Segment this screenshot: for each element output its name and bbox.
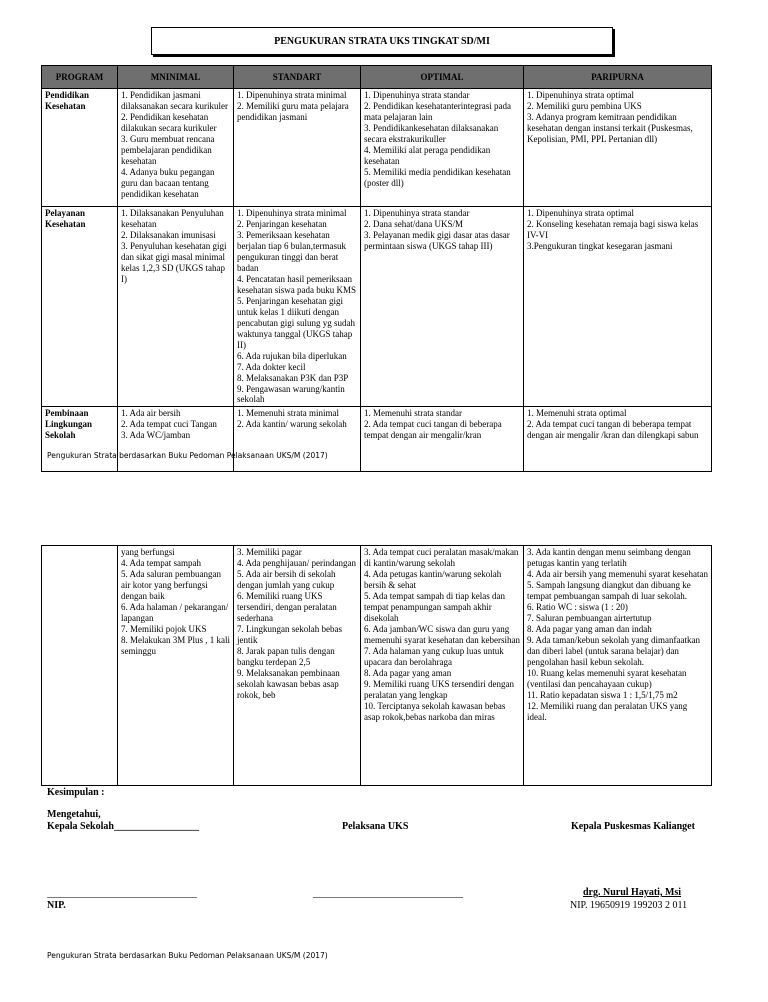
optimal-cell [361,546,524,786]
list-item: 5. Sampah langsung diangkut dan dibuang ke tempat pembuangan sampah di luar sekolah. [527,579,691,601]
list-item: 2. Pendidikan kesehatanterintegrasi pada mata pelajaran lain [364,100,511,122]
strata-table-page1 [41,65,712,472]
pelaksana-label: Pelaksana UKS [342,821,409,832]
page2-footer-note: Pengukuran Strata berdasarkan Buku Pedoman Pelaksanaan UKS/M (2017) [47,951,328,960]
list-item: 5. Ada saluran pembuangan air kotor yang berfungsi dengan baik [121,568,221,601]
list-item: 1. Dilaksanakan Penyuluhan kesehatan [121,208,224,229]
list-item: 10. Terciptanya sekolah kawasan bebas asap rokok,bebas narkoba dan miras [364,700,506,722]
item-list [121,408,230,441]
list-item: 1. Dipenuhinya strata minimal [237,208,347,218]
list-item: 8. Jarak papan tulis dengan bangku terdepan 2,5 [237,645,335,667]
item-list [121,547,230,657]
kesimpulan-label: Kesimpulan : [47,787,105,798]
table-row [42,546,712,786]
page1-footer-note: Pengukuran Strata berdasarkan Buku Pedoman Pelaksanaan UKS/M (2017) [47,451,328,460]
list-item: 5. Penjaringan kesehatan gigi untuk kelas 1 diikuti dengan pencabutan gigi sulung yg sudah waktunya tanggal (UKGS tahap II) [237,295,355,350]
item-list [527,90,708,145]
list-item: 3.Pengukuran tingkat kesegaran jasmani [527,240,673,251]
item-list [527,547,708,723]
list-item: 4. Memiliki alat peraga pendidikan kesehatan [364,144,491,166]
list-item: 1. Pendidikan jasmani dilaksanakan secara kurikuler [121,90,228,111]
list-item: 6. Ratio WC : siswa (1 : 20) [527,601,628,612]
minimal-cell [118,407,234,472]
paripurna-cell [524,407,712,472]
item-list [237,90,357,123]
list-item: 8. Ada pagar yang aman [364,667,452,678]
minimal-cell [118,546,234,786]
list-item: 7. Saluran pembuangan airtertutup [527,612,652,623]
list-item: 4. Ada air bersih yang memenuhi syarat kesehatan [527,568,708,579]
item-list [527,208,708,252]
list-item: 7. Lingkungan sekolah bebas jentik [237,623,342,645]
list-item: 5. Ada air bersih di sekolah dengan jumlah yang cukup [237,568,336,590]
list-item: 2. Memiliki guru pembina UKS [527,100,642,111]
list-item: 9. Ada taman/kebun sekolah yang dimanfaatkan dan diberi label (untuk sarana belajar) dan pengolahan hasil kebun sekolah. [527,634,700,667]
standart-cell [234,407,361,472]
item-list [121,90,230,200]
optimal-cell [361,407,524,472]
list-item: 4. Pencatatan hasil pemeriksaan kesehatan siswa pada buku KMS [237,273,356,295]
mengetahui-label: Mengetahui, [47,809,101,820]
header-optimal: OPTIMAL [361,66,524,89]
signature-line-middle: ______________________________ [313,888,463,899]
list-item: 2. Ada tempat cuci tangan di beberapa tempat dengan air mengalir/kran [364,419,502,441]
list-item: 11. Ratio kepadatan siswa 1 : 1,5/1,75 m2 [527,689,678,700]
list-item: 2. Konseling kesehatan remaja bagi siswa kelas IV-VI [527,218,699,240]
table-header-row [42,66,712,89]
list-item: 9. Melaksanakan pembinaan sekolah kawasan bebas asap rokok, beb [237,667,340,700]
minimal-cell [118,89,234,207]
paripurna-cell [524,89,712,207]
list-item: 2. Ada kantin/ warung sekolah [237,419,347,430]
list-item: 2. Ada tempat cuci tangan di beberapa tempat dengan air mengalir /kran dan dilengkapi sabun [527,419,699,441]
header-paripurna: PARIPURNA [524,66,712,89]
strata-table-page2 [41,545,712,786]
list-item: 8. Melakukan 3M Plus , 1 kali seminggu [121,634,230,656]
list-item: 2. Ada tempat cuci Tangan [121,419,217,430]
item-list [527,408,708,441]
list-item: 1. Dipenuhinya strata optimal [527,208,634,218]
kepala-puskesmas-label: Kepala Puskesmas Kalianget [571,821,695,832]
list-item: 3. Pelayanan medik gigi dasar atas dasar permintaan siswa (UKGS tahap III) [364,229,510,251]
list-item: 2. Dana sehat/dana UKS/M [364,218,463,229]
item-list [364,208,520,252]
program-cell: Pelayanan Kesehatan [42,207,118,407]
list-item: 2. Penjaringan kesehatan [237,218,327,229]
list-item: 2. Pendidikan kesehatan dilakukan secara kurikuler [121,111,217,133]
list-item: 8. Melaksanakan P3K dan P3P [237,372,349,383]
list-item: 7. Ada dokter kecil [237,361,306,372]
program-cell: Pendidikan Kesehatan [42,89,118,207]
standart-cell [234,207,361,407]
optimal-cell [361,207,524,407]
list-item: 6. Memiliki ruang UKS tersendiri, dengan peralatan sederhana [237,590,337,623]
signature-line-left: ______________________________ [47,888,197,899]
list-item: 1. Dipenuhinya strata standar [364,90,470,100]
list-item: 1. Dipenuhinya strata optimal [527,90,634,100]
list-item: 3. Ada WC/jamban [121,430,191,441]
list-item: 10. Ruang kelas memenuhi syarat kesehatan (ventilasi dan pencahayaan cukup) [527,667,687,689]
list-item: 1. Dipenuhinya strata standar [364,208,470,218]
list-item: 8. Ada pagar yang aman dan indah [527,623,652,634]
list-item: 1. Memenuhi strata optimal [527,408,627,419]
standart-cell [234,546,361,786]
signer-name: drg. Nurul Hayati, Msi [583,887,682,898]
list-item: 4. Ada penghijauan/ perindangan [237,557,356,568]
signer-nip: NIP. 19650919 199203 2 011 [570,900,688,911]
list-item: 1. Memenuhi strata minimal [237,408,339,419]
list-item: 3. Ada kantin dengan menu seimbang dengan petugas kantin yang terlatih [527,547,691,568]
list-item: 3. Guru membuat rencana pembelajaran pendidikan kesehatan [121,133,215,166]
list-item: 6. Ada halaman / pekarangan/ lapangan [121,601,229,623]
item-list [364,408,520,441]
list-item: 2. Memiliki guru mata pelajara pendidikan jasmani [237,100,349,122]
list-item: 5. Ada tempat sampah di tiap kelas dan tempat penampungan sampah akhir disekolah [364,590,505,623]
program-cell [42,546,118,786]
nip-left: NIP. [47,900,66,911]
paripurna-cell [524,207,712,407]
header-program: PROGRAM [42,66,118,89]
item-list [237,408,357,430]
list-item: 3. Ada tempat cuci peralatan masak/makan di kantin/warung sekolah [364,547,519,568]
table-row [42,407,712,472]
list-item: 9. Memiliki ruang UKS tersendiri dengan peralatan yang lengkap [364,678,514,700]
list-item: 4. Ada tempat sampah [121,557,201,568]
list-item: 12. Memiliki ruang dan peralatan UKS yang ideal. [527,700,688,722]
minimal-cell [118,207,234,407]
list-item: 9. Pengawasan warung/kantin sekolah [237,383,345,405]
table-row [42,89,712,207]
paripurna-cell [524,546,712,786]
list-item: 3. Penyuluhan kesehatan gigi dan sikat gigi masal minimal kelas 1,2,3 SD (UKGS tahap I) [121,240,227,284]
list-item: 7. Ada halaman yang cukup luas untuk upacara dan berolahraga [364,645,504,667]
item-list [364,547,520,723]
item-list [121,208,230,285]
item-list [364,90,520,189]
kepala-sekolah-label: Kepala Sekolah_________________ [47,821,199,832]
list-item: 7. Memiliki pojok UKS [121,623,207,634]
optimal-cell [361,89,524,207]
header-standart: STANDART [234,66,361,89]
list-item: 2. Dilaksanakan imunisasi [121,229,216,240]
list-item: 1. Ada air bersih [121,408,181,419]
item-list [237,208,357,405]
list-item: 3. Memiliki pagar [237,547,302,557]
program-cell: Pembinaan Lingkungan Sekolah [42,407,118,472]
list-item: 5. Memiliki media pendidikan kesehatan (poster dll) [364,166,511,188]
list-item: 1. Dipenuhinya strata minimal [237,90,347,100]
document-title: PENGUKURAN STRATA UKS TINGKAT SD/MI [151,27,613,55]
list-item: 6. Ada rujukan bila diperlukan [237,350,347,361]
standart-cell [234,89,361,207]
table-row [42,207,712,407]
list-item: yang berfungsi [121,547,175,557]
item-list [237,547,357,701]
list-item: 1. Memenuhi strata standar [364,408,462,419]
list-item: 3. Pendidikankesehatan dilaksanakan secara ekstrakurikuller [364,122,499,144]
list-item: 3. Adanya program kemitraan pendidikan kesehatan dengan instansi terkait (Puskesmas, Kepolisian, PMI, PPL Pertanian dll) [527,111,693,144]
list-item: 3. Pemeriksaan kesehatan berjalan tiap 6 bulan,termasuk pengukuran tinggi dan berat badan [237,229,346,273]
list-item: 4. Adanya buku pegangan guru dan bacaan tentang pendidikan kesehatan [121,166,215,199]
list-item: 6. Ada jamban/WC siswa dan guru yang memenuhi syarat kesehatan dan kebersihan [364,623,520,645]
list-item: 4. Ada petugas kantin/warung sekolah bersih & sehat [364,568,502,590]
header-minimal: MNINIMAL [118,66,234,89]
